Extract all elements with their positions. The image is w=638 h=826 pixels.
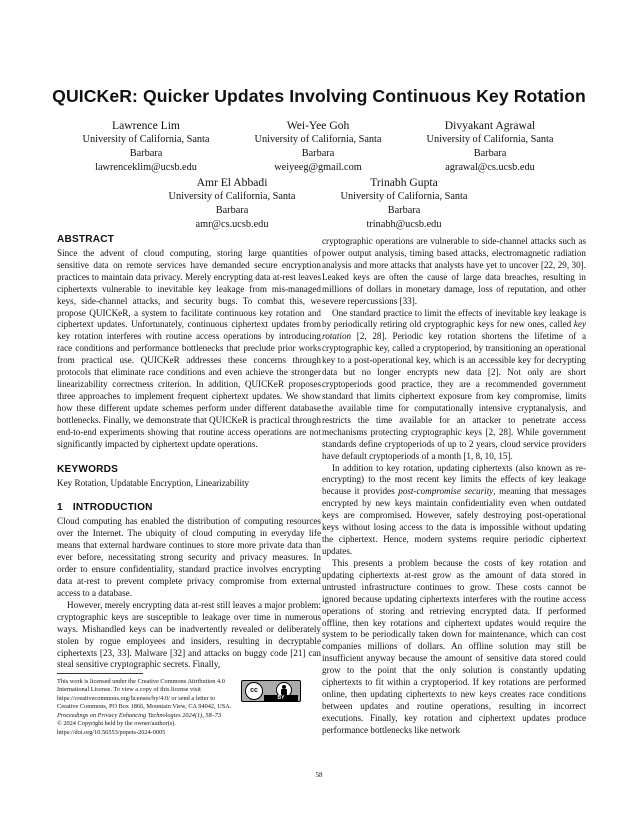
body-paragraph: cryptographic operations are vulnerable to side-channel attacks such as power output analysis, timing based attacks, electromagnetic radiation analysis and more attacks that analysts have yet to uncover [22, 29, 30]. Leaked keys are often the cause of large data breaches, resulting in millions of dollars in monetary damage, loss of reputation, and other severe repercussions [33]. — [322, 236, 586, 306]
author-email: weiyeeg@gmail.com — [274, 162, 362, 173]
author-block — [137, 175, 327, 232]
body-paragraph: This presents a problem because the costs of key rotation and updating ciphertexts at-rest grow as the amount of data stored in untrusted infrastructure continues to grow. These costs cannot be ignored because updating ciphertexts interferes with the routine access operations of storing and retrieving encrypted data. If performed offline, then key rotations and ciphertext updates would require the system to be periodically taken down for maintenance, which can cost companies millions of dollars. An offline solution may still be insufficient anyway because the amount of sensitive data stored could grow to the point that the only solution is constantly updating ciphertexts to fit within a cryptoperiod. If key rotations are performed online, then updating ciphertexts to new keys creates race conditions between updates and routine operations, resulting in incorrect executions. Finally, key rotation and ciphertext updates produce performance bottlenecks like network — [322, 557, 586, 735]
author-name: Trinabh Gupta — [370, 176, 438, 189]
text-run: One standard practice to limit the effects of inevitable key leakage is by periodically retiring old cryptographic keys for new ones, called — [322, 307, 586, 330]
license-notice: This work is licensed under the Creative Commons Attribution 4.0 International License. To view a copy of this license visit https://creativecommons.org/licenses/by/4.0/ or send a letter to Creative Commons, PO Box 1866, Mountain View, CA 94042, USA. — [57, 678, 232, 711]
author-block — [309, 175, 499, 232]
right-column — [322, 236, 586, 737]
creative-commons-icon: cc — [245, 682, 263, 700]
author-block — [223, 118, 413, 175]
body-paragraph — [322, 463, 586, 558]
cc-by-license-badge — [241, 680, 301, 702]
text-run: In addition to key rotation, updating ciphertexts (also known as re-encrypting) to the most recent key limits the effects of key leakage because it provides — [322, 462, 586, 497]
author-block — [51, 118, 241, 175]
abstract-text: Since the advent of cloud computing, storing large quantities of sensitive data on remote services have demanded secure encryption practices to maintain data privacy. Merely encrypting data at-rest leaves ciphertexts vulnerable to inevitable key leakage from mis-managed keys, side-channel attacks, and security bugs. To combat this, we propose QUICKeR, a system to facilitate continuous key rotation and ciphertext updates. Unfortunately, continuous ciphertext updates from key rotation interferes with routine access operations by introducing race conditions and performance bottlenecks that preclude prior works from practical use. QUICKeR addresses these concerns through protocols that eliminate race conditions and even achieve the stronger linearizability correctness criterion. In addition, QUICKeR proposes three approaches to implement frequent ciphertext updates. We show how these different update schemes perform under different database bottlenecks. Finally, we demonstrate that QUICKeR is practical through end-to-end experiments showing that routine access operations are not significantly impacted by ciphertext update operations. — [57, 247, 321, 449]
author-block — [395, 118, 585, 175]
abstract-heading: ABSTRACT — [57, 234, 115, 245]
author-affiliation: University of California, Santa — [426, 134, 554, 145]
author-name: Divyakant Agrawal — [444, 119, 536, 132]
body-paragraph: Cloud computing has enabled the distribution of computing resources over the Internet. The ubiquity of cloud computing in everyday life means that external hardware continues to store more private data than ever before, necessitating strong security and privacy measures. In order to ensure confidentiality, standard practice involves encrypting data at-rest to prevent complete privacy compromise from external access to a database. — [57, 516, 321, 598]
page-number: 58 — [315, 771, 323, 779]
proceedings-line: Proceedings on Privacy Enhancing Technologies 2024(1), 58–73 — [57, 712, 222, 719]
paper-title: QUICKeR: Quicker Updates Involving Continuous Key Rotation — [52, 86, 586, 106]
author-affiliation-city: Barbara — [473, 148, 507, 159]
body-paragraph — [322, 308, 586, 463]
cc-by-label: BY — [264, 695, 298, 701]
author-affiliation: University of California, Santa — [82, 134, 210, 145]
author-email: lawrenceklim@ucsb.edu — [95, 162, 197, 173]
section-title: INTRODUCTION — [72, 502, 153, 514]
section-heading-introduction — [57, 502, 321, 514]
author-affiliation-city: Barbara — [215, 205, 249, 216]
emphasis-text: post-compromise security — [398, 486, 494, 497]
section-number: 1 — [57, 502, 63, 514]
copyright-line: © 2024 Copyright held by the owner/author(s). — [57, 720, 176, 728]
left-column — [57, 234, 321, 671]
text-run: , meaning that messages encrypted by new keys maintain confidentiality even when outdated keys are compromised. However, safely destroying post-operational keys without losing access to the data is impossible without updating the ciphertext. Hence, modern systems require periodic ciphertext updates. — [322, 486, 586, 556]
author-affiliation-city: Barbara — [387, 205, 421, 216]
author-email: amr@cs.ucsb.edu — [195, 219, 269, 230]
body-paragraph: However, merely encrypting data at-rest still leaves a major problem: cryptographic keys are susceptible to leakage over time in numerous ways. Mishandled keys can be inadvertently revealed or deliberately stolen by rogue employees and insiders, resulting in decryptable ciphertexts [23, 33]. Malware [32] and attacks on buggy code [21] can steal sensitive cryptographic secrets. Finally, — [57, 599, 321, 670]
emphasis-text: key rotation — [322, 319, 586, 342]
text-run: [2, 28]. Periodic key rotation shortens the lifetime of a cryptographic key, called a cryptoperiod, by transitioning an operational key to a post-operational key, which is an accessible key for decrypting data but no longer encrypts new data [2]. Not only are short cryptoperiods good practice, they are a recommended government standard that limits ciphertext exposure from key compromise, limits the available time for computationally intensive cryptanalysis, and restricts the time available for an attacker to penetrate access mechanisms protecting cryptographic keys [2, 28]. While government standards define cryptoperiods of up to 2 years, cloud service providers have default cryptoperiods of a month [1, 8, 10, 15]. — [322, 331, 586, 461]
author-name: Lawrence Lim — [112, 119, 180, 132]
keywords-heading: KEYWORDS — [57, 463, 119, 475]
author-name: Amr El Abbadi — [196, 176, 268, 189]
author-affiliation: University of California, Santa — [254, 134, 382, 145]
author-email: trinabh@ucsb.edu — [366, 219, 442, 230]
publication-info — [57, 712, 321, 737]
footnote-rule — [57, 673, 143, 674]
author-affiliation: University of California, Santa — [168, 191, 296, 202]
author-name: Wei-Yee Goh — [286, 119, 350, 132]
doi-link[interactable]: https://doi.org/10.56553/popets-2024-0005 — [57, 728, 166, 736]
author-email: agrawal@cs.ucsb.edu — [445, 162, 535, 173]
author-affiliation: University of California, Santa — [340, 191, 468, 202]
author-affiliation-city: Barbara — [301, 148, 335, 159]
keywords-text: Key Rotation, Updatable Encryption, Linearizability — [57, 477, 250, 488]
author-affiliation-city: Barbara — [129, 148, 163, 159]
